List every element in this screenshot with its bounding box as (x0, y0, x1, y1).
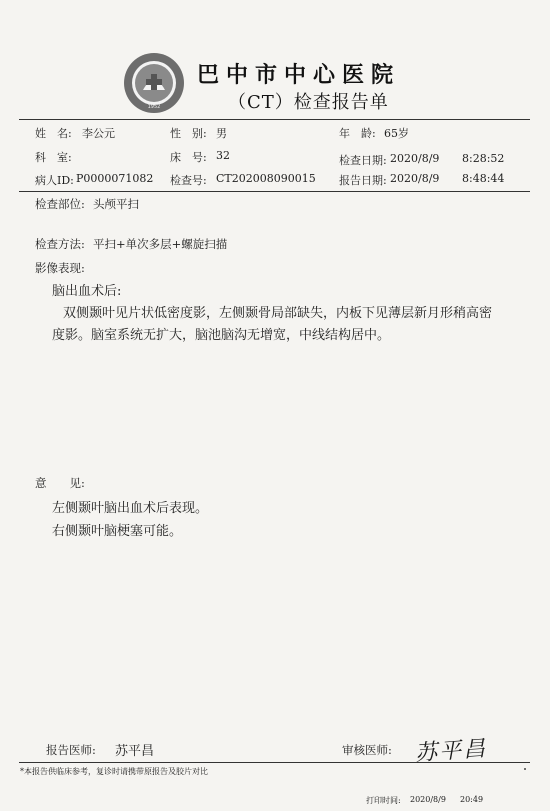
disclaimer-note: *本报告供临床参考，复诊时请携带原报告及胶片对比 (20, 767, 208, 776)
print-time: 20:49 (460, 795, 484, 804)
findings-line: 脑出血术后: (52, 284, 122, 299)
dept-label: 科 室: (35, 151, 72, 164)
patient-id-label: 病人ID: (35, 174, 74, 187)
bed-value: 32 (216, 149, 230, 162)
report-title: （CT）检查报告单 (228, 92, 389, 113)
mark-dot (524, 768, 526, 770)
exam-method-label: 检查方法: (35, 237, 85, 251)
findings-line: 双侧颞叶见片状低密度影，左侧颞骨局部缺失，内板下见薄层新月形稍高密 (63, 306, 493, 321)
age-label: 年 龄: (339, 127, 376, 140)
print-time-label: 打印时间: (366, 796, 401, 805)
exam-site-value: 头颅平扫 (93, 197, 139, 211)
report-time-value: 8:48:44 (462, 172, 505, 185)
report-doctor-name: 苏平昌 (115, 744, 155, 759)
top-divider (19, 119, 530, 120)
bed-label: 床 号: (170, 151, 207, 164)
impression-line: 右侧颞叶脑梗塞可能。 (52, 524, 183, 539)
name-value: 李公元 (82, 127, 115, 140)
findings-line: 度影。脑室系统无扩大，脑池脑沟无增宽，中线结构居中。 (52, 328, 391, 343)
info-divider (19, 191, 530, 192)
exam-date-label: 检查日期: (339, 154, 387, 167)
findings-label: 影像表现: (35, 261, 85, 275)
exam-number-label: 检查号: (170, 174, 207, 187)
exam-site-label: 检查部位: (35, 197, 85, 211)
hospital-logo-icon (123, 52, 185, 114)
age-value: 65岁 (384, 127, 409, 140)
report-doctor-label: 报告医师: (46, 743, 96, 757)
reviewer-signature: 苏平昌 (414, 736, 488, 767)
exam-method-value: 平扫+单次多层+螺旋扫描 (93, 237, 228, 251)
print-date: 2020/8/9 (410, 795, 446, 804)
bottom-divider (19, 762, 530, 763)
gender-value: 男 (216, 127, 227, 140)
impression-line: 左侧颞叶脑出血术后表现。 (52, 501, 209, 516)
name-label: 姓 名: (35, 127, 72, 140)
reviewer-label: 审核医师: (342, 743, 392, 757)
exam-number-value: CT202008090015 (216, 172, 316, 185)
impression-label: 意 见: (35, 476, 85, 490)
gender-label: 性 别: (170, 127, 207, 140)
report-date-value: 2020/8/9 (390, 172, 440, 185)
exam-time-value: 8:28:52 (462, 152, 505, 165)
exam-date-value: 2020/8/9 (390, 152, 440, 165)
patient-id-value: P0000071082 (76, 172, 154, 185)
report-date-label: 报告日期: (339, 174, 387, 187)
hospital-name: 巴中市中心医院 (197, 62, 401, 88)
logo-year: 1952 (147, 104, 161, 110)
